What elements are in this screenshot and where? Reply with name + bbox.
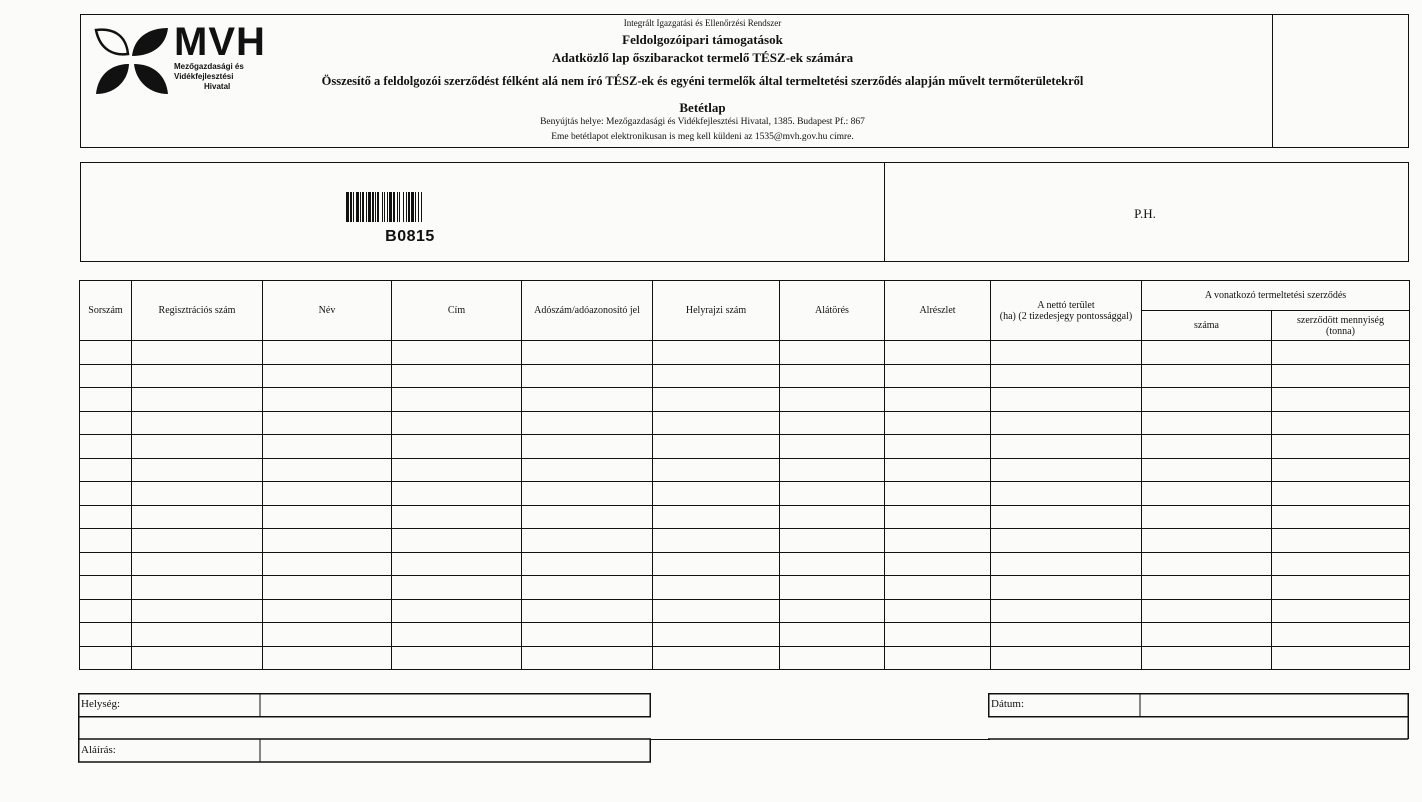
header-cim: Cím [392,281,522,341]
table-cell[interactable] [780,576,885,600]
barcode-bar [411,192,414,222]
table-cell[interactable] [522,505,653,529]
table-cell[interactable] [522,482,653,506]
table-cell[interactable] [522,576,653,600]
table-cell[interactable] [132,411,263,435]
header-netto-line1: A nettó terület [1037,299,1095,311]
header-title-3: Összesítő a feldolgozói szerződést félként alá nem író TÉSZ-ek és egyéni termelők által termeltetési szerződés alapján művelt termőterületekről [321,74,1084,88]
table-cell[interactable] [780,458,885,482]
header-mennyiseg-line2: (tonna) [1326,325,1355,337]
table-cell[interactable] [653,599,780,623]
table-cell[interactable] [653,646,780,670]
table-cell[interactable] [392,435,522,459]
logo-text [174,22,274,102]
table-cell[interactable] [80,599,132,623]
table-cell[interactable] [132,576,263,600]
barcode-bar [350,192,352,222]
table-cell[interactable] [1272,505,1410,529]
table-cell[interactable] [780,411,885,435]
table-cell[interactable] [653,529,780,553]
table-cell[interactable] [653,435,780,459]
barcode-bar [389,192,392,222]
barcode-bar [377,192,379,222]
barcode-bar [399,192,400,222]
table-cell[interactable] [263,529,392,553]
table-cell[interactable] [885,482,991,506]
table-cell[interactable] [780,435,885,459]
header-mennyiseg-line1: szerződött mennyiség [1297,314,1384,326]
table-cell[interactable] [780,388,885,412]
table-cell[interactable] [522,458,653,482]
table-cell[interactable] [653,411,780,435]
table-cell[interactable] [885,576,991,600]
table-cell[interactable] [653,388,780,412]
table-cell[interactable] [1272,341,1410,365]
table-row [80,646,1410,670]
table-cell[interactable] [991,529,1142,553]
table-cell[interactable] [392,388,522,412]
header-group: A vonatkozó termeltetési szerződés [1142,281,1410,311]
table-cell[interactable] [1142,482,1272,506]
table-cell[interactable] [885,599,991,623]
table-cell[interactable] [1142,646,1272,670]
header-adoszam: Adószám/adóazonosító jel [522,281,653,341]
table-cell[interactable] [522,529,653,553]
table-row [80,341,1410,365]
table-row [80,388,1410,412]
table-cell[interactable] [132,505,263,529]
table-cell[interactable] [885,435,991,459]
datum-label: Dátum: [991,698,1024,710]
table-cell[interactable] [522,364,653,388]
table-cell[interactable] [392,599,522,623]
table-cell[interactable] [522,552,653,576]
table-cell[interactable] [885,388,991,412]
table-cell[interactable] [1142,411,1272,435]
header-netto [991,281,1142,341]
submission-address: Benyújtás helye: Mezőgazdasági és Vidékfejlesztési Hivatal, 1385. Budapest Pf.: 867 [540,117,865,127]
table-cell[interactable] [653,341,780,365]
table-cell[interactable] [132,435,263,459]
email-note: Eme betétlapot elektronikusan is meg kell küldeni az 1535@mvh.gov.hu címre. [551,132,854,142]
barcode-bar [382,192,383,222]
footer-connector [650,739,990,740]
datum-input[interactable] [1140,693,1409,716]
table-cell[interactable] [1272,623,1410,647]
table-cell[interactable] [263,364,392,388]
table-cell[interactable] [132,482,263,506]
table-row [80,552,1410,576]
table-cell[interactable] [780,341,885,365]
table-cell[interactable] [653,482,780,506]
barcode-bar [356,192,359,222]
table-cell[interactable] [1142,364,1272,388]
table-cell[interactable] [392,341,522,365]
table-cell[interactable] [263,435,392,459]
table-cell[interactable] [132,529,263,553]
header-reg: Regisztrációs szám [132,281,263,341]
header-title-2: Adatközlő lap őszibarackot termelő TÉSZ-ek számára [551,50,854,65]
table-cell[interactable] [80,435,132,459]
table-cell[interactable] [991,482,1142,506]
table-cell[interactable] [885,623,991,647]
table-cell[interactable] [991,599,1142,623]
barcode-bar [387,192,388,222]
header-szama: száma [1142,311,1272,341]
table-cell[interactable] [780,482,885,506]
barcode-bar [375,192,376,222]
barcode-bar [360,192,361,222]
table-cell[interactable] [263,576,392,600]
table-cell[interactable] [1142,458,1272,482]
table-cell[interactable] [522,411,653,435]
table-cell[interactable] [991,505,1142,529]
table-cell[interactable] [885,552,991,576]
header-alreszlet: Alrészlet [885,281,991,341]
table-cell[interactable] [780,623,885,647]
table-cell[interactable] [1272,458,1410,482]
barcode-bar [353,192,354,222]
table-cell[interactable] [132,364,263,388]
table-row [80,411,1410,435]
barcode-bar [406,192,407,222]
table-cell[interactable] [80,576,132,600]
table-cell[interactable] [991,388,1142,412]
table-cell[interactable] [80,482,132,506]
table-cell[interactable] [522,388,653,412]
logo-line-2: Vidékfejlesztési [174,72,234,81]
table-cell[interactable] [1272,482,1410,506]
table-cell[interactable] [1142,341,1272,365]
table-cell[interactable] [991,552,1142,576]
table-cell[interactable] [132,599,263,623]
table-row [80,599,1410,623]
table-cell[interactable] [392,576,522,600]
logo-abbreviation: MVH [174,20,266,64]
data-table [79,280,1409,670]
table-cell[interactable] [392,482,522,506]
table-cell[interactable] [991,646,1142,670]
table-cell[interactable] [1142,529,1272,553]
header-divider [1272,14,1273,148]
table-cell[interactable] [80,552,132,576]
table-row [80,529,1410,553]
table-cell[interactable] [392,552,522,576]
table-cell[interactable] [1272,552,1410,576]
table-cell[interactable] [522,623,653,647]
barcode-box [80,162,1409,262]
table-cell[interactable] [132,552,263,576]
table-cell[interactable] [653,552,780,576]
barcode-bar [362,192,364,222]
table-cell[interactable] [522,435,653,459]
table-cell[interactable] [392,411,522,435]
table-cell[interactable] [80,458,132,482]
table-cell[interactable] [80,623,132,647]
table-cell[interactable] [522,646,653,670]
table-cell[interactable] [80,411,132,435]
table-cell[interactable] [1142,623,1272,647]
table-cell[interactable] [263,411,392,435]
table-cell[interactable] [392,364,522,388]
table-cell[interactable] [263,623,392,647]
footer-right [988,693,1409,763]
table-row [80,458,1410,482]
barcode-bar [397,192,398,222]
table-cell[interactable] [885,341,991,365]
table-cell[interactable] [392,646,522,670]
table-cell[interactable] [991,623,1142,647]
table-cell[interactable] [1272,411,1410,435]
table-cell[interactable] [780,646,885,670]
table-cell[interactable] [1272,435,1410,459]
table-cell[interactable] [522,599,653,623]
table-cell[interactable] [780,505,885,529]
table-cell[interactable] [1142,576,1272,600]
helyseg-input[interactable] [260,693,650,716]
header-netto-line2: (ha) (2 tizedesjegy pontossággal) [999,310,1133,322]
header-title-4: Betétlap [679,100,726,115]
table-cell[interactable] [653,505,780,529]
table-cell[interactable] [132,623,263,647]
barcode-bar [415,192,416,222]
alairas-input[interactable] [260,739,650,762]
header-alatores: Alátörés [780,281,885,341]
stamp-label: P.H. [1134,206,1156,221]
table-cell[interactable] [1272,646,1410,670]
table-cell[interactable] [653,364,780,388]
table-cell[interactable] [263,341,392,365]
table-cell[interactable] [780,364,885,388]
header-superscript: Integrált Igazgatási és Ellenőrzési Rendszer [623,18,782,28]
table-cell[interactable] [392,505,522,529]
table-cell[interactable] [991,435,1142,459]
table-cell[interactable] [263,482,392,506]
table-cell[interactable] [132,341,263,365]
table-cell[interactable] [885,411,991,435]
table-cell[interactable] [263,599,392,623]
table-cell[interactable] [1142,552,1272,576]
helyseg-label: Helység: [81,698,121,710]
footer-left [78,693,651,763]
barcode-bar [346,192,349,222]
table-cell[interactable] [991,341,1142,365]
table-cell[interactable] [653,576,780,600]
table-cell[interactable] [263,388,392,412]
table-cell[interactable] [132,458,263,482]
table-cell[interactable] [1142,599,1272,623]
table-cell[interactable] [80,505,132,529]
table-cell[interactable] [80,388,132,412]
barcode-code: B0815 [385,228,435,245]
table-row [80,482,1410,506]
table-cell[interactable] [991,411,1142,435]
table-cell[interactable] [1272,529,1410,553]
table-cell[interactable] [885,505,991,529]
table-cell[interactable] [392,623,522,647]
table-cell[interactable] [1142,388,1272,412]
table-cell[interactable] [885,458,991,482]
mvh-logo-icon [92,24,172,98]
barcode-bar [408,192,410,222]
table-cell[interactable] [263,458,392,482]
table-cell[interactable] [885,529,991,553]
header-title-1: Feldolgozóipari támogatások [622,32,783,47]
table-cell[interactable] [780,599,885,623]
barcode-bar [384,192,385,222]
barcode-bar [366,192,367,222]
table-cell[interactable] [263,552,392,576]
table-cell[interactable] [80,529,132,553]
barcode-icon [346,192,474,222]
table-cell[interactable] [780,529,885,553]
table-cell[interactable] [653,458,780,482]
table-cell[interactable] [392,458,522,482]
table-cell[interactable] [1272,364,1410,388]
barcode-bar [372,192,374,222]
barcode-bar [368,192,371,222]
table-cell[interactable] [132,646,263,670]
header-helyrajzi: Helyrajzi szám [653,281,780,341]
table-row [80,623,1410,647]
table-cell[interactable] [80,646,132,670]
table-cell[interactable] [132,388,263,412]
table-row [80,435,1410,459]
table-cell[interactable] [653,623,780,647]
barcode-bar [393,192,395,222]
logo-line-3: Hivatal [204,82,231,91]
logo-line-1: Mezőgazdasági és [174,62,244,71]
barcode-bar [421,192,422,222]
table-cell[interactable] [885,646,991,670]
barcode-divider [884,162,885,262]
table-cell[interactable] [80,364,132,388]
table-cell[interactable] [1272,388,1410,412]
barcode-bar [403,192,404,222]
header-sorszam: Sorszám [80,281,132,341]
table-cell[interactable] [80,341,132,365]
table-cell[interactable] [1142,435,1272,459]
table-cell[interactable] [780,552,885,576]
table-cell[interactable] [1272,576,1410,600]
table-cell[interactable] [263,505,392,529]
table-cell[interactable] [1142,505,1272,529]
table-cell[interactable] [522,341,653,365]
table-row [80,576,1410,600]
table-row [80,505,1410,529]
alairas-label: Aláírás: [81,744,116,756]
table-cell[interactable] [392,529,522,553]
header-mennyiseg [1272,311,1410,341]
barcode-bar [418,192,419,222]
table-cell[interactable] [991,364,1142,388]
header-nev: Név [263,281,392,341]
table-cell[interactable] [263,646,392,670]
table-cell[interactable] [991,576,1142,600]
table-cell[interactable] [1272,599,1410,623]
table-cell[interactable] [991,458,1142,482]
table-cell[interactable] [885,364,991,388]
table-row [80,364,1410,388]
